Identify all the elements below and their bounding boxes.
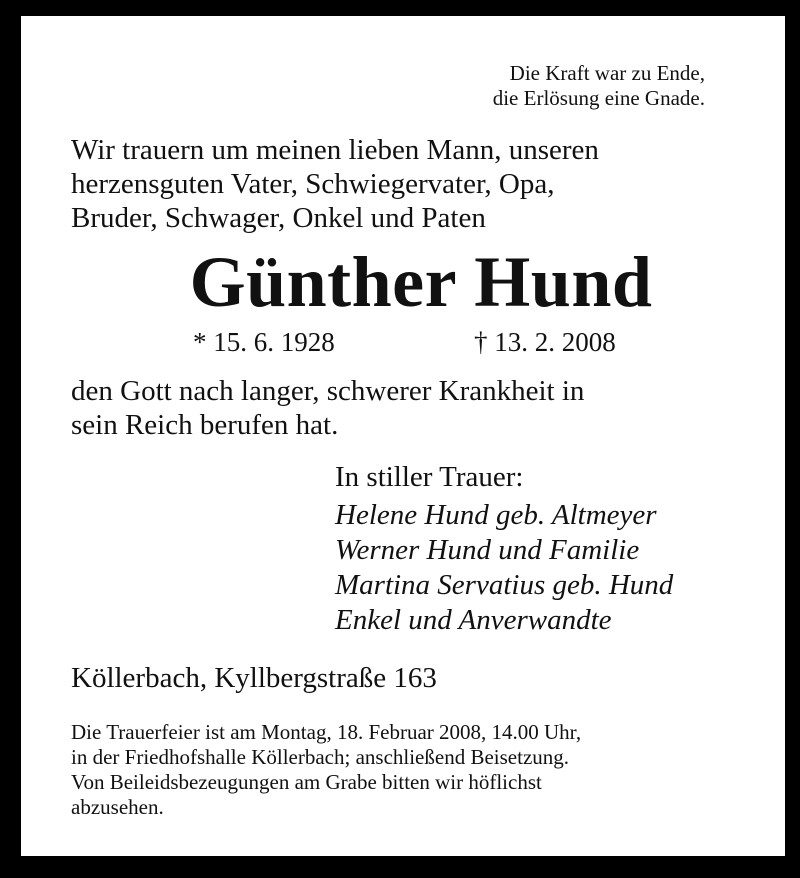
statement-text xyxy=(71,374,584,442)
mourner-entry: Enkel und Anverwandte xyxy=(335,604,612,636)
mourners-list xyxy=(335,498,673,638)
funeral-notice xyxy=(71,720,581,820)
address: Köllerbach, Kyllbergstraße 163 xyxy=(71,662,437,694)
notice-line: Von Beileidsbezeugungen am Grabe bitten wir höflichst xyxy=(71,770,542,794)
mourner-entry: Helene Hund geb. Altmeyer xyxy=(335,499,657,531)
death-date: † 13. 2. 2008 xyxy=(474,327,616,357)
intro-line: Bruder, Schwager, Onkel und Paten xyxy=(71,202,486,234)
motto-line: die Erlösung eine Gnade. xyxy=(492,86,705,110)
motto-verse xyxy=(389,61,705,111)
intro-text xyxy=(71,133,599,235)
statement-line: den Gott nach langer, schwerer Krankheit in xyxy=(71,375,585,407)
notice-line: in der Friedhofshalle Köllerbach; anschließend Beisetzung. xyxy=(71,745,570,769)
notice-line: abzusehen. xyxy=(71,795,164,819)
birth-date: * 15. 6. 1928 xyxy=(193,327,335,357)
deceased-name: Günther Hund xyxy=(189,242,653,322)
intro-line: herzensguten Vater, Schwiegervater, Opa, xyxy=(71,168,555,200)
motto-line: Die Kraft war zu Ende, xyxy=(509,61,705,85)
statement-line: sein Reich berufen hat. xyxy=(71,409,339,441)
intro-line: Wir trauern um meinen lieben Mann, unseren xyxy=(71,134,599,166)
mourning-heading: In stiller Trauer: xyxy=(335,461,524,493)
notice-line: Die Trauerfeier ist am Montag, 18. Februar 2008, 14.00 Uhr, xyxy=(71,720,582,744)
mourner-entry: Werner Hund und Familie xyxy=(335,534,640,566)
mourner-entry: Martina Servatius geb. Hund xyxy=(335,569,674,601)
